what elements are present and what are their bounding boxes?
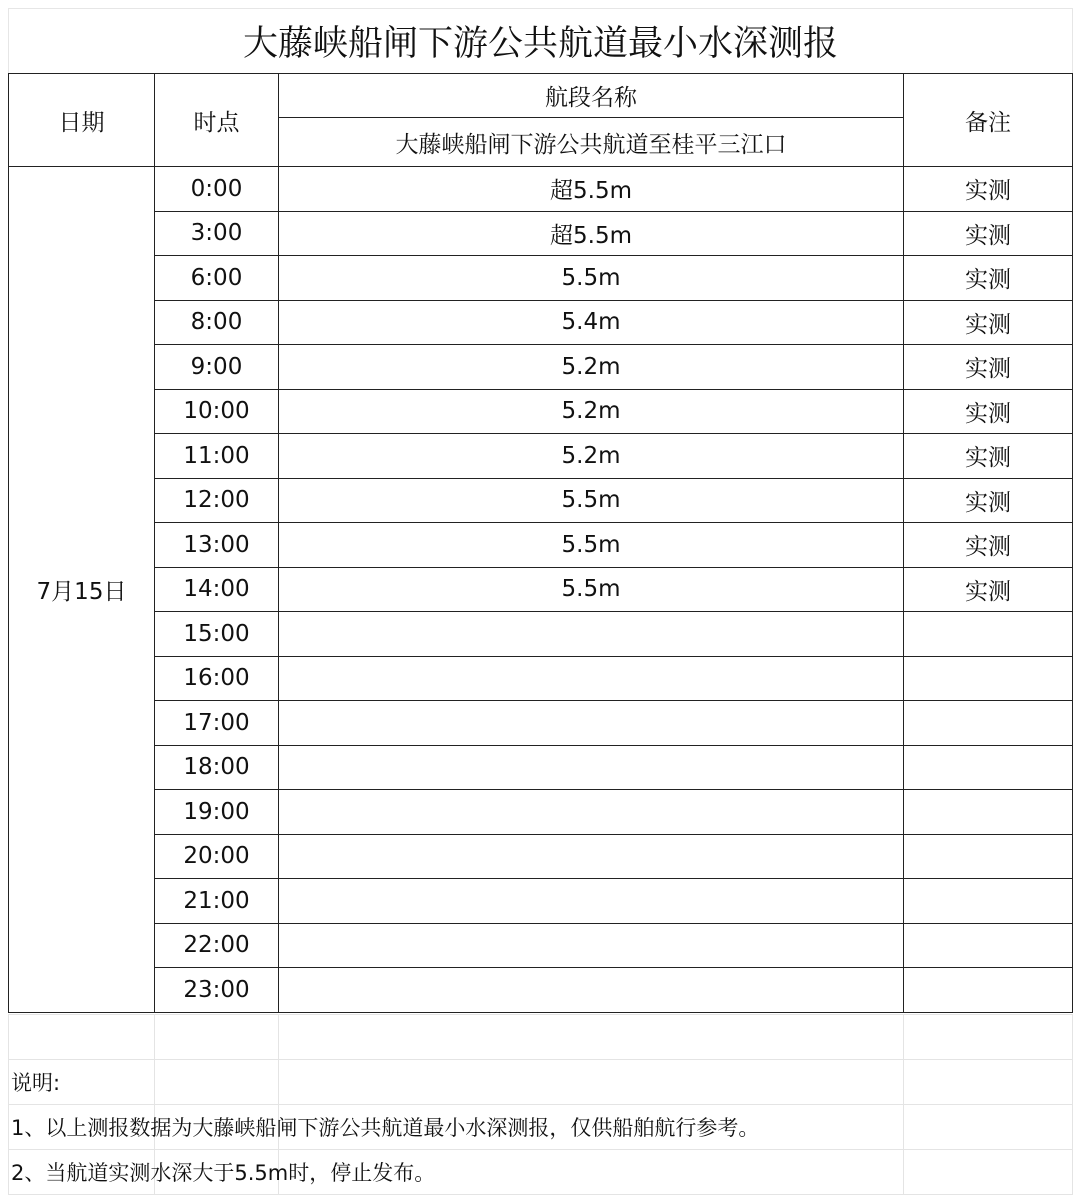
note-line-2: 2、当航道实测水深大于5.5m时，停止发布。 (9, 1150, 155, 1195)
table-row (9, 256, 1073, 301)
time-cell: 10:00 (155, 389, 279, 434)
time-cell: 3:00 (155, 211, 279, 256)
depth-cell: 超5.5m (279, 211, 904, 256)
header-date: 日期 (9, 74, 155, 167)
notes-section (8, 1014, 1073, 1195)
remark-cell: 实测 (904, 434, 1073, 479)
table-row (9, 701, 1073, 746)
remark-cell (904, 968, 1073, 1013)
depth-cell: 5.5m (279, 567, 904, 612)
time-cell: 17:00 (155, 701, 279, 746)
depth-cell: 5.2m (279, 345, 904, 390)
remark-cell (904, 745, 1073, 790)
table-row (9, 478, 1073, 523)
depth-cell (279, 790, 904, 835)
remark-cell: 实测 (904, 167, 1073, 212)
time-cell: 6:00 (155, 256, 279, 301)
time-cell: 23:00 (155, 968, 279, 1013)
remark-cell (904, 612, 1073, 657)
time-cell: 11:00 (155, 434, 279, 479)
depth-cell (279, 745, 904, 790)
depth-cell (279, 923, 904, 968)
table-row (9, 523, 1073, 568)
date-cell: 7月15日 (9, 167, 155, 1013)
time-cell: 21:00 (155, 879, 279, 924)
time-cell: 8:00 (155, 300, 279, 345)
header-segment-name: 大藤峡船闸下游公共航道至桂平三江口 (279, 118, 904, 167)
time-cell: 14:00 (155, 567, 279, 612)
depth-cell: 超5.5m (279, 167, 904, 212)
depth-cell: 5.4m (279, 300, 904, 345)
time-cell: 0:00 (155, 167, 279, 212)
depth-cell (279, 968, 904, 1013)
time-cell: 18:00 (155, 745, 279, 790)
table-row (9, 345, 1073, 390)
notes-heading: 说明: (9, 1060, 155, 1105)
depth-cell: 5.5m (279, 256, 904, 301)
table-row (9, 745, 1073, 790)
header-segment-group: 航段名称 (279, 74, 904, 118)
time-cell: 22:00 (155, 923, 279, 968)
remark-cell (904, 656, 1073, 701)
table-row (9, 790, 1073, 835)
table-row (9, 834, 1073, 879)
table-row (9, 879, 1073, 924)
depth-cell (279, 612, 904, 657)
header-remark: 备注 (904, 74, 1073, 167)
depth-cell (279, 701, 904, 746)
time-cell: 9:00 (155, 345, 279, 390)
table-row (9, 968, 1073, 1013)
remark-cell: 实测 (904, 300, 1073, 345)
depth-cell: 5.5m (279, 523, 904, 568)
time-cell: 12:00 (155, 478, 279, 523)
remark-cell (904, 790, 1073, 835)
remark-cell (904, 923, 1073, 968)
remark-cell: 实测 (904, 345, 1073, 390)
table-row (9, 211, 1073, 256)
remark-cell (904, 834, 1073, 879)
table-row (9, 612, 1073, 657)
header-time: 时点 (155, 74, 279, 167)
time-cell: 20:00 (155, 834, 279, 879)
time-cell: 19:00 (155, 790, 279, 835)
remark-cell (904, 879, 1073, 924)
table-row (9, 656, 1073, 701)
depth-cell: 5.2m (279, 434, 904, 479)
depth-cell: 5.2m (279, 389, 904, 434)
remark-cell: 实测 (904, 389, 1073, 434)
table-row (9, 300, 1073, 345)
table-row (9, 434, 1073, 479)
page-title: 大藤峡船闸下游公共航道最小水深测报 (9, 9, 1073, 74)
depth-cell (279, 656, 904, 701)
table-row (9, 567, 1073, 612)
remark-cell: 实测 (904, 478, 1073, 523)
time-cell: 15:00 (155, 612, 279, 657)
remark-cell: 实测 (904, 211, 1073, 256)
remark-cell: 实测 (904, 256, 1073, 301)
depth-report-table (8, 8, 1073, 1013)
table-row (9, 167, 1073, 212)
note-line-1: 1、以上测报数据为大藤峡船闸下游公共航道最小水深测报，仅供船舶航行参考。 (9, 1105, 155, 1150)
remark-cell (904, 701, 1073, 746)
time-cell: 16:00 (155, 656, 279, 701)
remark-cell: 实测 (904, 567, 1073, 612)
depth-cell (279, 834, 904, 879)
table-row (9, 389, 1073, 434)
table-row (9, 923, 1073, 968)
depth-cell: 5.5m (279, 478, 904, 523)
remark-cell: 实测 (904, 523, 1073, 568)
time-cell: 13:00 (155, 523, 279, 568)
depth-cell (279, 879, 904, 924)
